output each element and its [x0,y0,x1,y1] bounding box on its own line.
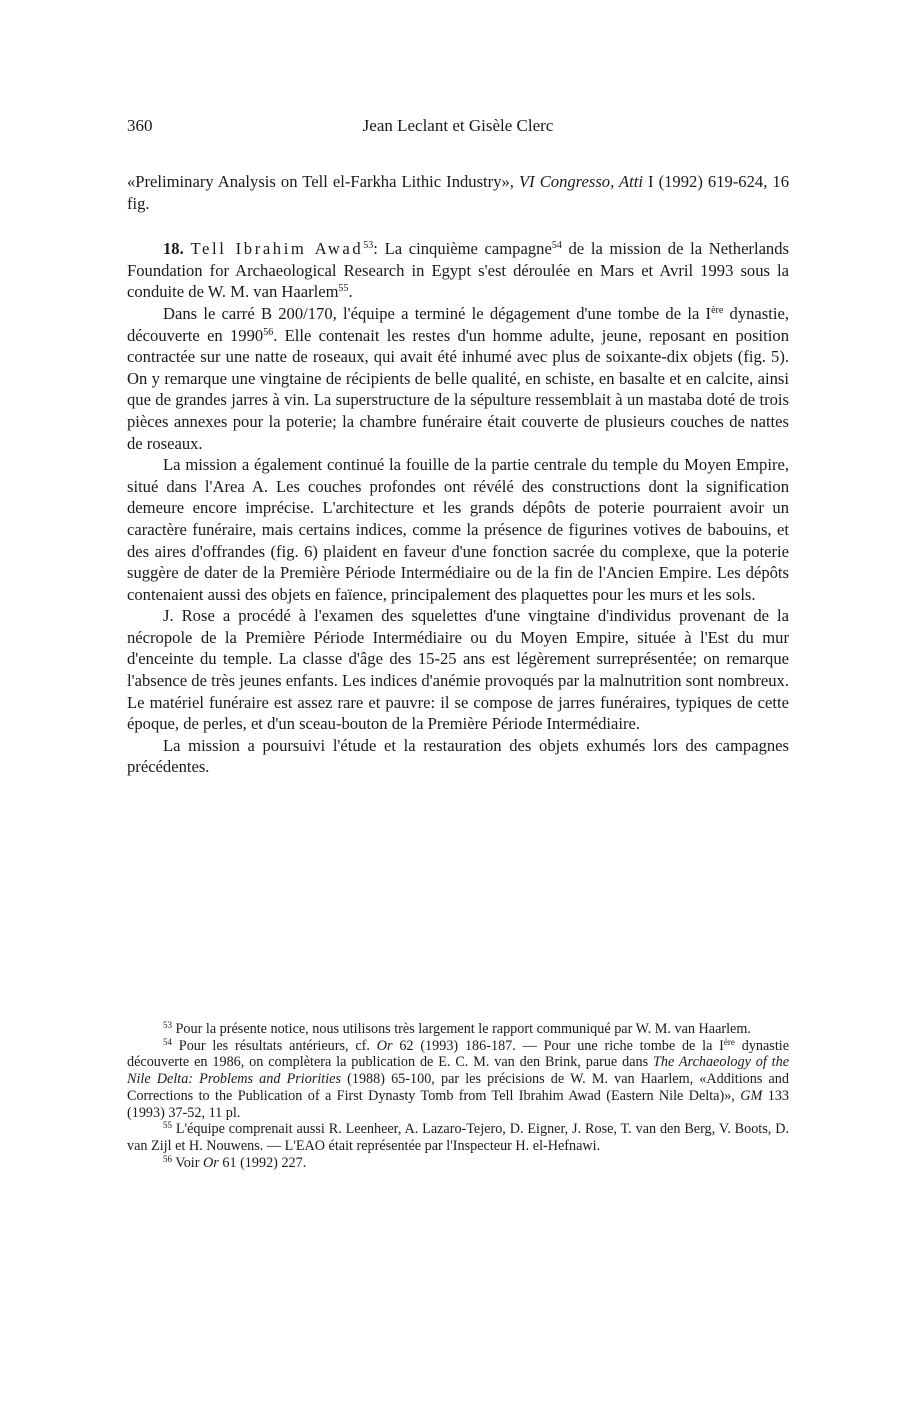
paragraph-temple: La mission a également continué la fouille de la partie centrale du temple du Moyen Empire, situé dans l'Area A. Les couches profondes ont révélé des constructions dont la signification demeure encore imprécise. L'architecture et les grands dépôts de poterie pourraient avoir un caractère funéraire, mais certains indices, comme la présence de figurines votives de babouins, et des aires d'offrandes (fig. 6) plaident en faveur d'une fonction sacrée du complexe, que la poterie suggère de dater de la Première Période Intermédiaire ou de la fin de l'Ancien Empire. Les dépôts contenaient aussi des objets en faïence, principalement des plaquettes pour les murs et les sols. [127,455,789,604]
footnote-text: 62 (1993) 186-187. — Pour une riche tombe de la I [392,1037,724,1054]
continuation-italic: VI Congresso, Atti [519,172,643,191]
footnote-text: Pour les résultats antérieurs, cf. [172,1037,377,1054]
footnote-number: 54 [163,1036,172,1047]
section-text: . [348,282,353,302]
footnote-ref: 55 [338,283,349,295]
page-header [127,116,789,140]
footnote-italic: Or [203,1154,219,1171]
footnotes [127,1021,789,1171]
footnote-number: 56 [163,1153,172,1164]
paragraph-tomb [127,303,789,454]
running-title: Jean Leclant et Gisèle Clerc [362,116,554,135]
footnote-56 [127,1155,789,1172]
footnote-text: 133 (1993) 37-52, 11 pl. [127,1087,790,1121]
footnote-text: dynastie découverte en 1986, on complètera la publication de E. C. M. van den Brink, parue dans [127,1037,790,1071]
ordinal-superscript: ère [723,1036,735,1047]
footnote-text: L'équipe comprenait aussi R. Leenheer, A. Lazaro-Tejero, D. Eigner, J. Rose, T. van den Berg, V. Boots, D. van Zijl et H. Nouwens. — L'EAO était représentée par l'Inspecteur H. el-Hefnawi. [127,1121,789,1154]
footnote-number: 55 [163,1120,172,1131]
main-text [127,171,789,778]
paragraph-skeletons: J. Rose a procédé à l'examen des squelettes d'une vingtaine d'individus provenant de la nécropole de la Première Période Intermédiaire ou du Moyen Empire, située à l'Est du mur d'enceinte du temple. La classe d'âge des 15-25 ans est légèrement surreprésentée; on remarque l'absence de très jeunes enfants. Les indices d'anémie provoqués par la malnutrition sont nombreux. Le matériel funéraire est assez rare et pauvre: il se compose de jarres funéraires, typiques de cette époque, de perles, et d'un sceau-bouton de la Première Période Intermédiaire. [127,606,789,734]
footnote-text: (1988) 65-100, par les précisions de W. M. van Haarlem, «Additions and Corrections to the Publication of a First Dynasty Tomb from Tell Ibrahim Awad (Eastern Nile Delta)», [127,1071,789,1104]
footnote-text: Voir [172,1154,204,1171]
paragraph-restoration: La mission a poursuivi l'étude et la restauration des objets exhumés lors des campagnes précédentes. [127,735,789,777]
section-text: : La cinquième campagne [373,239,552,259]
section-text: de la mission de la Netherlands Foundation for Archaeological Research in Egypt s'est déroulée en Mars et Avril 1993 sous la conduite de W. M. van Haarlem [127,239,789,302]
footnote-ref: 56 [263,326,274,338]
paragraph-text: . Elle contenait les restes d'un homme adulte, jeune, reposant en position contractée sur une natte de roseaux, qui avait été inhumé avec plus de soixante-dix objets (fig. 5). On y remarque une vingtaine de récipients de belle qualité, en schiste, en basalte et en calcite, ainsi que de grandes jarres à vin. La superstructure de la sépulture ressemblait à un mastaba doté de trois pièces annexes pour la poterie; la chambre funéraire était couverte de plusieurs couches de nattes de roseaux. [127,325,789,453]
page-number: 360 [127,116,153,135]
paragraph-text: Dans le carré B 200/170, l'équipe a terminé le dégagement d'une tombe de la I [163,303,712,323]
footnote-54 [127,1038,789,1122]
footnote-55 [127,1121,789,1154]
footnote-text: 61 (1992) 227. [218,1154,307,1171]
footnote-italic: GM [740,1087,763,1104]
footnote-53 [127,1021,789,1038]
footnote-number: 53 [163,1020,172,1030]
footnote-ref: 54 [551,240,562,252]
continuation-text: «Preliminary Analysis on Tell el-Farkha Lithic Industry», [127,172,519,191]
continuation-paragraph [127,171,789,214]
ordinal-superscript: ère [711,304,724,316]
paragraph-text: dynastie, découverte en 1990 [127,303,789,345]
footnote-text: Pour la présente notice, nous utilisons très largement le rapport communiqué par W. M. van Haarlem. [172,1021,751,1037]
section-paragraph [127,238,789,303]
section-title: Tell Ibrahim Awad [190,239,364,259]
footnote-italic: Or [376,1037,393,1054]
section-number: 18. [163,239,184,259]
footnote-italic: The Archaeology of the Nile Delta: Problems and Priorities [127,1054,789,1088]
continuation-text-end: I (1992) 619-624, 16 fig. [127,172,789,213]
footnote-ref: 53 [363,240,374,252]
